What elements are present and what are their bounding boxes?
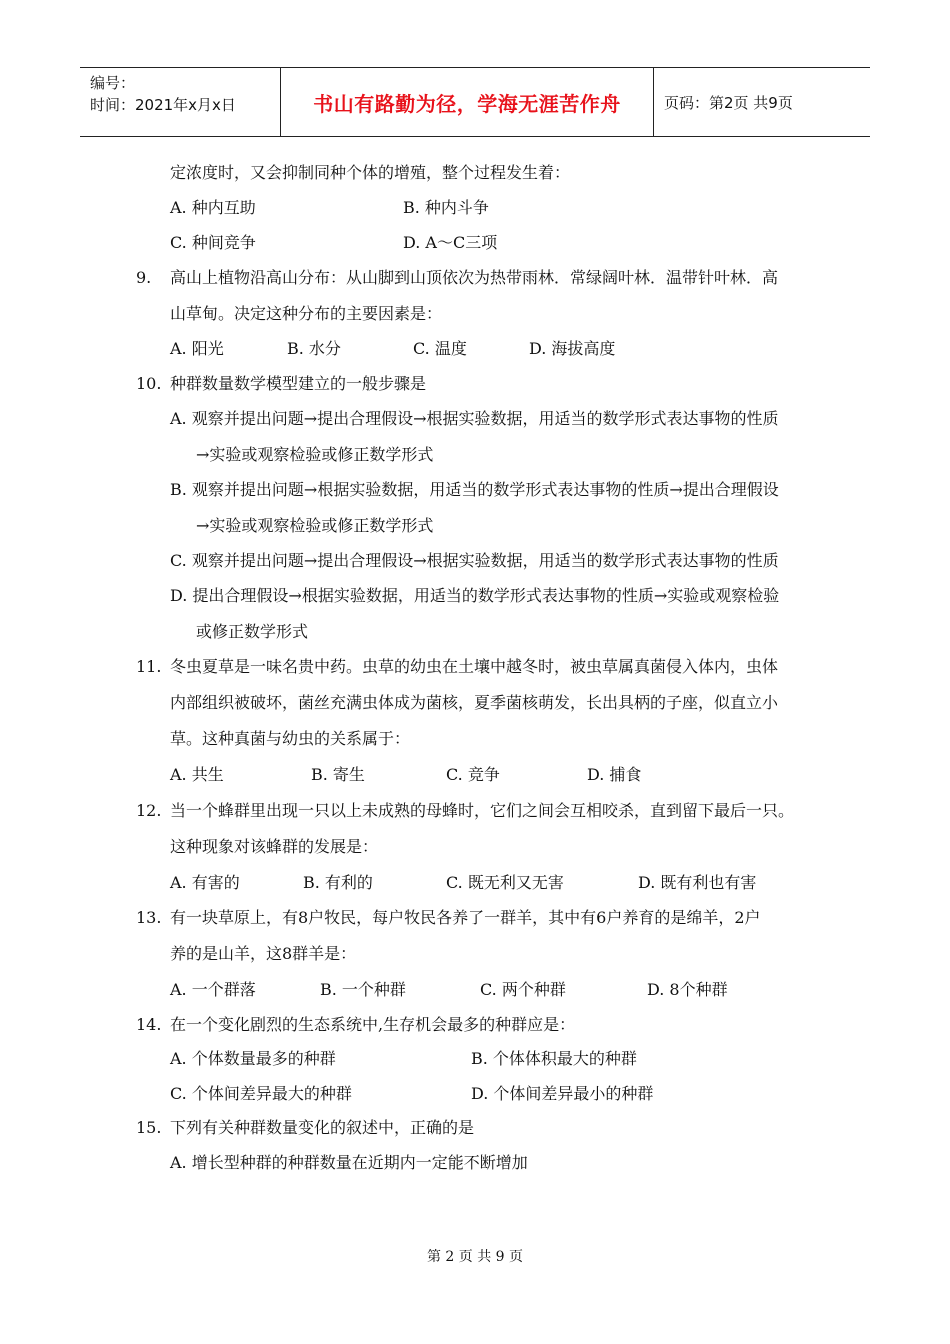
text-line: 或修正数学形式 xyxy=(196,622,309,641)
header-meta xyxy=(80,68,281,136)
text-line: D. 海拔高度 xyxy=(529,339,616,358)
text-line: →实验或观察检验或修正数学形式 xyxy=(196,516,434,535)
question-number: 12. xyxy=(136,801,162,820)
question-number: 11. xyxy=(136,657,162,676)
text-line: 下列有关种群数量变化的叙述中，正确的是 xyxy=(170,1118,475,1137)
text-line: D. 8个种群 xyxy=(647,980,728,999)
text-line: D. 既有利也有害 xyxy=(638,873,757,892)
text-line: B. 观察并提出问题→根据实验数据，用适当的数学形式表达事物的性质→提出合理假设 xyxy=(170,480,779,499)
text-line: →实验或观察检验或修正数学形式 xyxy=(196,445,434,464)
text-line: 草。这种真菌与幼虫的关系属于： xyxy=(170,729,411,748)
text-line: C. 既无利又无害 xyxy=(446,873,564,892)
text-line: D. A～C三项 xyxy=(403,233,498,252)
text-line: A. 一个群落 xyxy=(170,980,256,999)
text-line: C. 个体间差异最大的种群 xyxy=(170,1084,352,1103)
text-line: A. 个体数量最多的种群 xyxy=(170,1049,336,1068)
text-line: 在一个变化剧烈的生态系统中,生存机会最多的种群应是： xyxy=(170,1015,576,1034)
text-line: 养的是山羊，这8群羊是： xyxy=(170,944,357,963)
serial-label: 编号： xyxy=(90,74,136,92)
text-line: B. 一个种群 xyxy=(320,980,406,999)
text-line: B. 种内斗争 xyxy=(403,198,489,217)
text-line: B. 个体体积最大的种群 xyxy=(471,1049,637,1068)
question-number: 13. xyxy=(136,908,162,927)
text-line: A. 种内互助 xyxy=(170,198,256,217)
question-number: 10. xyxy=(136,374,162,393)
text-line: A. 共生 xyxy=(170,765,224,784)
text-line: 种群数量数学模型建立的一般步骤是 xyxy=(170,374,427,393)
text-line: A. 有害的 xyxy=(170,873,240,892)
text-line: 定浓度时，又会抑制同种个体的增殖，整个过程发生着： xyxy=(170,163,571,182)
text-line: 有一块草原上，有8户牧民，每户牧民各养了一群羊，其中有6户养育的是绵羊，2户 xyxy=(170,908,761,927)
text-line: B. 水分 xyxy=(287,339,341,358)
text-line: B. 寄生 xyxy=(311,765,365,784)
text-line: 当一个蜂群里出现一只以上未成熟的母蜂时，它们之间会互相咬杀，直到留下最后一只。 xyxy=(170,801,795,820)
time-label: 时间：2021年x月x日 xyxy=(90,96,236,114)
text-line: 内部组织被破坏，菌丝充满虫体成为菌核，夏季菌核萌发，长出具柄的子座，似直立小 xyxy=(170,693,779,712)
text-line: C. 两个种群 xyxy=(480,980,566,999)
text-line: 冬虫夏草是一味名贵中药。虫草的幼虫在土壤中越冬时，被虫草属真菌侵入体内，虫体 xyxy=(170,657,779,676)
text-line: 这种现象对该蜂群的发展是： xyxy=(170,837,379,856)
question-number: 15. xyxy=(136,1118,162,1137)
text-line: A. 观察并提出问题→提出合理假设→根据实验数据，用适当的数学形式表达事物的性质 xyxy=(170,409,779,428)
text-line: C. 种间竞争 xyxy=(170,233,256,252)
text-line: 山草甸。决定这种分布的主要因素是： xyxy=(170,304,443,323)
text-line: C. 温度 xyxy=(413,339,467,358)
page-header xyxy=(80,67,870,137)
text-line: D. 提出合理假设→根据实验数据，用适当的数学形式表达事物的性质→实验或观察检验 xyxy=(170,586,780,605)
text-line: B. 有利的 xyxy=(303,873,373,892)
header-page-info: 页码：第2页 共9页 xyxy=(664,93,793,112)
question-number: 9. xyxy=(136,268,152,287)
text-line: D. 捕食 xyxy=(587,765,642,784)
page-footer: 第 2 页 共 9 页 xyxy=(426,1249,524,1265)
question-number: 14. xyxy=(136,1015,162,1034)
text-line: C. 竞争 xyxy=(446,765,500,784)
text-line: D. 个体间差异最小的种群 xyxy=(471,1084,654,1103)
text-line: 高山上植物沿高山分布：从山脚到山顶依次为热带雨林．常绿阔叶林．温带针叶林．高 xyxy=(170,268,779,287)
header-motto: 书山有路勤为径，学海无涯苦作舟 xyxy=(281,68,654,136)
text-line: A. 阳光 xyxy=(170,339,224,358)
text-line: C. 观察并提出问题→提出合理假设→根据实验数据，用适当的数学形式表达事物的性质 xyxy=(170,551,779,570)
text-line: A. 增长型种群的种群数量在近期内一定能不断增加 xyxy=(170,1153,528,1172)
